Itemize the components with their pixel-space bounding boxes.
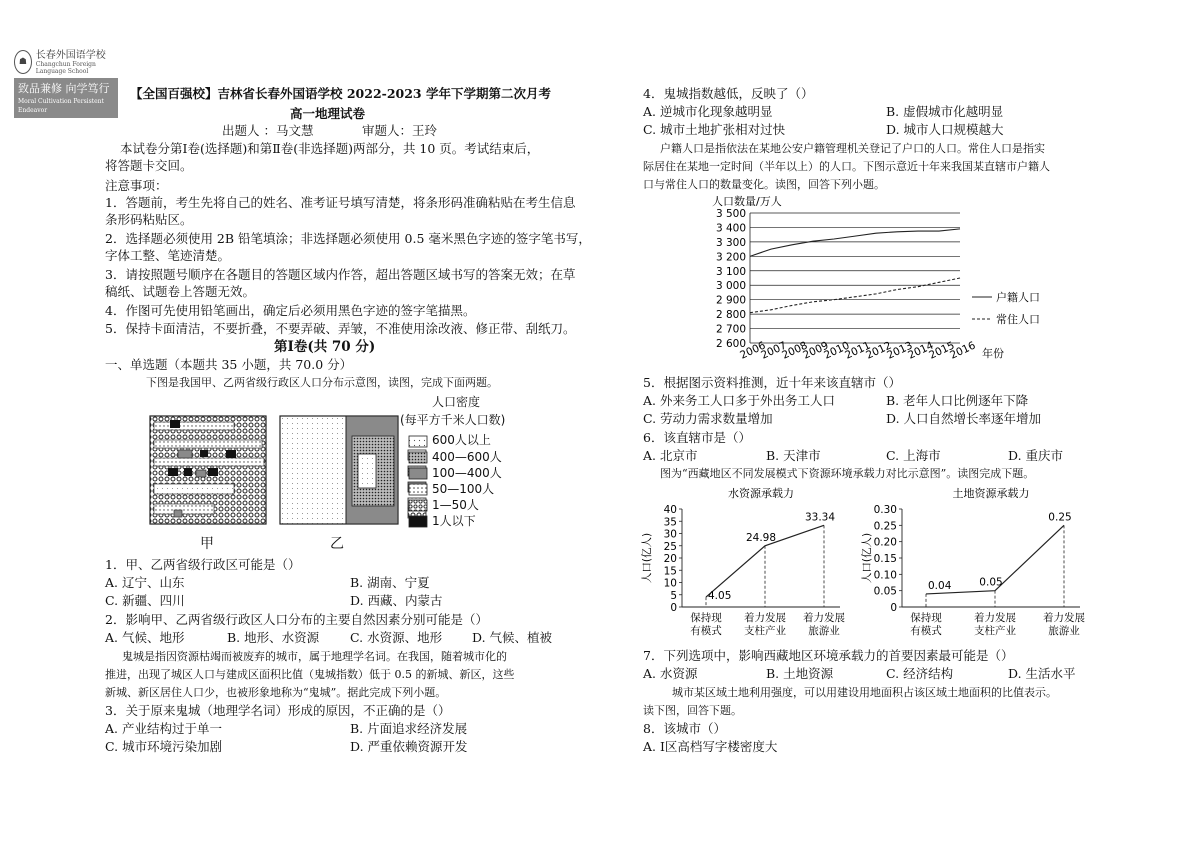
legend-title: 人口密度	[432, 395, 481, 409]
note-line: 字体工整、笔迹清楚。	[105, 248, 231, 263]
part-heading: 一、单选题（本题共 35 小题，共 70.0 分）	[105, 357, 353, 372]
q6-option[interactable]: B. 天津市	[766, 448, 821, 463]
stem-2-line: 推进，出现了城区人口与建成区面积比值（鬼城指数）低于 0.5 的新城、新区，这些	[105, 668, 515, 681]
reviewer-line: 审题人：王玲	[362, 123, 438, 138]
intro-line-2: 将答题卡交回。	[105, 158, 193, 173]
q7-option[interactable]: C. 经济结构	[886, 666, 954, 681]
q5-option[interactable]: D. 人口自然增长率逐年增加	[886, 411, 1042, 426]
question-8: 8．该城市（）	[643, 721, 726, 736]
q4-option[interactable]: A. 逆城市化现象越明显	[643, 104, 773, 119]
y-tick-label: 3 100	[715, 265, 746, 278]
question-3: 3．关于原来鬼城（地理学名词）形成的原因，不正确的是（）	[105, 703, 451, 718]
q1-option[interactable]: D. 西藏、内蒙古	[350, 593, 443, 608]
stem-1: 下图是我国甲、乙两省级行政区人口分布示意图，读图，完成下面两题。	[146, 376, 498, 389]
data-label: 33.34	[804, 511, 836, 524]
q5-option[interactable]: B. 老年人口比例逐年下降	[886, 393, 1029, 408]
legend-label: 常住人口	[996, 313, 1040, 326]
question-2: 2．影响甲、乙两省级行政区人口分布的主要自然因素分别可能是（）	[105, 612, 488, 627]
note-line: 4．作图可先使用铅笔画出，确定后必须用黑色字迹的签字笔描黑。	[105, 303, 476, 318]
chart-title: 水资源承载力	[728, 487, 794, 500]
note-line: 3．请按照题号顺序在各题目的答题区域内作答，超出答题区域书写的答案无效；在草	[105, 267, 576, 282]
question-4: 4．鬼城指数越低，反映了（）	[643, 86, 814, 101]
x-tick-label: 2010	[822, 339, 852, 362]
y-tick-label: 25	[663, 540, 677, 553]
x-tick-label: 2016	[948, 339, 978, 362]
data-label: 4.05	[708, 590, 732, 603]
legend-label: 户籍人口	[996, 291, 1040, 304]
x-tick-label: 着力发展	[1043, 612, 1085, 624]
map-label-b: 乙	[330, 536, 344, 552]
y-tick-label: 3 500	[715, 208, 746, 220]
q7-option[interactable]: B. 土地资源	[766, 666, 834, 681]
q6-option[interactable]: D. 重庆市	[1008, 448, 1064, 463]
x-tick-label: 支柱产业	[744, 625, 786, 637]
y-tick-label: 0.30	[873, 504, 897, 516]
x-tick-label: 有模式	[910, 625, 942, 637]
y-tick-label: 0.10	[873, 569, 897, 582]
school-emblem-icon: ☗	[14, 50, 32, 74]
x-tick-label: 2008	[780, 339, 810, 362]
x-tick-label: 2006	[738, 339, 768, 362]
x-tick-label: 2015	[927, 339, 957, 362]
y-tick-label: 3 400	[715, 222, 746, 235]
intro-line-1: 本试卷分第Ⅰ卷(选择题)和第Ⅱ卷(非选择题)两部分，共 10 页。考试结束后，	[120, 141, 540, 156]
section-title: 第Ⅰ卷(共 70 分)	[274, 339, 376, 355]
population-line-chart	[700, 193, 1080, 373]
y-axis-title: 人口(亿人)	[641, 532, 653, 584]
series-line	[750, 278, 960, 313]
x-tick-label: 有模式	[690, 625, 722, 637]
logo-school-en: Changchun Foreign Language School	[35, 60, 96, 75]
x-tick-label: 保持现	[910, 612, 942, 624]
stem-2-line: 新城、新区居住人口少，也被形象地称为“鬼城”。据此完成下列小题。	[105, 686, 447, 699]
y-tick-label: 0.05	[873, 585, 897, 598]
y-tick-label: 20	[663, 553, 677, 565]
x-tick-label: 着力发展	[744, 612, 786, 624]
logo-school-name: 长春外国语学校	[35, 49, 106, 61]
y-tick-label: 2 800	[715, 309, 746, 322]
q3-option[interactable]: D. 严重依赖资源开发	[350, 739, 468, 754]
stem-3-line: 口与常住人口的数量变化。读图，回答下列小题。	[643, 178, 885, 191]
legend-swatches	[408, 434, 428, 530]
y-tick-label: 15	[663, 565, 677, 578]
stem-3-line: 户籍人口是指依法在某地公安户籍管理机关登记了户口的人口。常住人口是指实	[660, 142, 1045, 155]
y-tick-label: 0	[890, 602, 897, 614]
question-5: 5．根据图示资料推测，近十年来该直辖市（）	[643, 375, 901, 390]
y-tick-label: 30	[663, 528, 677, 541]
q5-option[interactable]: A. 外来务工人口多于外出务工人口	[643, 393, 835, 408]
q2-option[interactable]: D. 气候、植被	[472, 630, 553, 645]
stem-4: 图为“西藏地区不同发展模式下资源环境承载力对比示意图”。读图完成下题。	[660, 467, 1035, 480]
y-tick-label: 2 600	[715, 338, 746, 350]
y-tick-label: 3 000	[715, 280, 746, 293]
q7-option[interactable]: D. 生活水平	[1008, 666, 1076, 681]
y-tick-label: 3 300	[715, 236, 746, 249]
data-label: 0.04	[928, 579, 952, 592]
legend-item: 1—50人	[432, 498, 479, 512]
note-line: 2．选择题必须使用 2B 铅笔填涂；非选择题必须使用 0.5 毫米黑色字迹的签字笔书写，	[105, 231, 591, 246]
y-tick-label: 5	[670, 589, 677, 602]
q8-option[interactable]: A. Ⅰ区高档写字楼密度大	[643, 739, 778, 754]
legend-item: 50—100人	[432, 482, 495, 496]
x-tick-label: 着力发展	[803, 612, 845, 624]
exam-subtitle: 高一地理试卷	[290, 106, 366, 121]
q4-option[interactable]: D. 城市人口规模越大	[886, 122, 1004, 137]
question-1: 1．甲、乙两省级行政区可能是（）	[105, 557, 301, 572]
data-label: 0.05	[979, 576, 1003, 589]
logo-motto-en: Moral Cultivation Persistent Endeavor	[18, 98, 104, 114]
y-tick-label: 0.15	[873, 553, 897, 565]
q1-option[interactable]: C. 新疆、四川	[105, 593, 185, 608]
water-capacity-chart	[640, 483, 850, 643]
q2-option[interactable]: B. 地形、水资源	[227, 630, 320, 645]
notes-label: 注意事项：	[105, 178, 168, 193]
legend-unit: (每平方千米人口数)	[400, 413, 506, 427]
x-tick-label: 2007	[759, 339, 789, 362]
x-tick-label: 2009	[801, 339, 831, 362]
school-logo	[14, 46, 118, 118]
note-line: 稿纸、试题卷上答题无效。	[105, 284, 256, 299]
x-axis-title: 年份	[982, 347, 1004, 360]
x-tick-label: 着力发展	[974, 612, 1016, 624]
q1-option[interactable]: B. 湖南、宁夏	[350, 575, 430, 590]
data-label: 24.98	[745, 531, 777, 544]
author-line: 出题人 ：马文慧	[222, 123, 314, 138]
q1-option[interactable]: A. 辽宁、山东	[105, 575, 185, 590]
land-capacity-chart	[860, 483, 1090, 643]
exam-title: 【全国百强校】吉林省长春外国语学校 2022-2023 学年下学期第二次月考	[130, 86, 551, 101]
province-a-map	[150, 416, 266, 524]
q6-option[interactable]: A. 北京市	[643, 448, 698, 463]
y-tick-label: 10	[663, 577, 677, 590]
y-tick-label: 35	[663, 516, 677, 529]
map-label-a: 甲	[200, 536, 214, 552]
y-tick-label: 0.25	[873, 520, 897, 533]
province-b-map	[280, 416, 398, 524]
q6-option[interactable]: C. 上海市	[886, 448, 941, 463]
q3-option[interactable]: B. 片面追求经济发展	[350, 721, 468, 736]
legend-item: 100—400人	[432, 466, 502, 480]
y-axis-title: 人口数量/万人	[712, 195, 782, 208]
data-label: 0.25	[1048, 511, 1072, 524]
note-line: 5．保持卡面清洁，不要折叠，不要弄破、弄皱，不准使用涂改液、修正带、刮纸刀。	[105, 321, 576, 336]
x-tick-label: 2011	[843, 339, 873, 362]
y-tick-label: 2 700	[715, 323, 746, 336]
stem-5-line: 读下图，回答下题。	[643, 704, 742, 717]
y-tick-label: 40	[663, 504, 677, 516]
q2-option[interactable]: A. 气候、地形	[105, 630, 185, 645]
q7-option[interactable]: A. 水资源	[643, 666, 698, 681]
q4-option[interactable]: C. 城市土地扩张相对过快	[643, 122, 786, 137]
y-tick-label: 2 900	[715, 294, 746, 307]
q5-option[interactable]: C. 劳动力需求数量增加	[643, 411, 773, 426]
x-tick-label: 2012	[864, 339, 894, 362]
question-6: 6．该直辖市是（）	[643, 430, 751, 445]
series-line	[750, 229, 960, 256]
x-tick-label: 旅游业	[808, 625, 840, 637]
q3-option[interactable]: A. 产业结构过于单一	[105, 721, 222, 736]
y-tick-label: 3 200	[715, 251, 746, 264]
y-axis-title: 人口(亿人)	[861, 532, 873, 584]
legend-item: 400—600人	[432, 450, 502, 464]
q4-option[interactable]: B. 虚假城市化越明显	[886, 104, 1004, 119]
note-line: 1．答题前，考生先将自己的姓名、准考证号填写清楚，将条形码准确粘贴在考生信息	[105, 195, 576, 210]
y-tick-label: 0	[670, 602, 677, 614]
logo-motto: 致品兼修 向学笃行	[18, 82, 110, 95]
q2-option[interactable]: C. 水资源、地形	[350, 630, 443, 645]
stem-3-line: 际居住在某地一定时间（半年以上）的人口。下图示意近十年来我国某直辖市户籍人	[643, 160, 1050, 173]
x-tick-label: 保持现	[690, 612, 722, 624]
legend-item: 1人以下	[432, 514, 476, 528]
y-tick-label: 0.20	[873, 536, 897, 549]
question-7: 7．下列选项中，影响西藏地区环境承载力的首要因素最可能是（）	[643, 648, 1014, 663]
x-tick-label: 2013	[885, 339, 915, 362]
stem-2-line: 鬼城是指因资源枯竭而被废弃的城市，属于地理学名词。在我国，随着城市化的	[122, 650, 507, 663]
chart-title: 土地资源承载力	[952, 487, 1030, 500]
q3-option[interactable]: C. 城市环境污染加剧	[105, 739, 223, 754]
x-tick-label: 旅游业	[1048, 625, 1080, 637]
note-line: 条形码粘贴区。	[105, 212, 193, 227]
stem-5-line: 城市某区域土地利用强度，可以用建设用地面积占该区域土地面积的比值表示。	[672, 686, 1057, 699]
x-tick-label: 支柱产业	[974, 625, 1016, 637]
legend-item: 600人以上	[432, 433, 491, 447]
x-tick-label: 2014	[906, 339, 936, 362]
